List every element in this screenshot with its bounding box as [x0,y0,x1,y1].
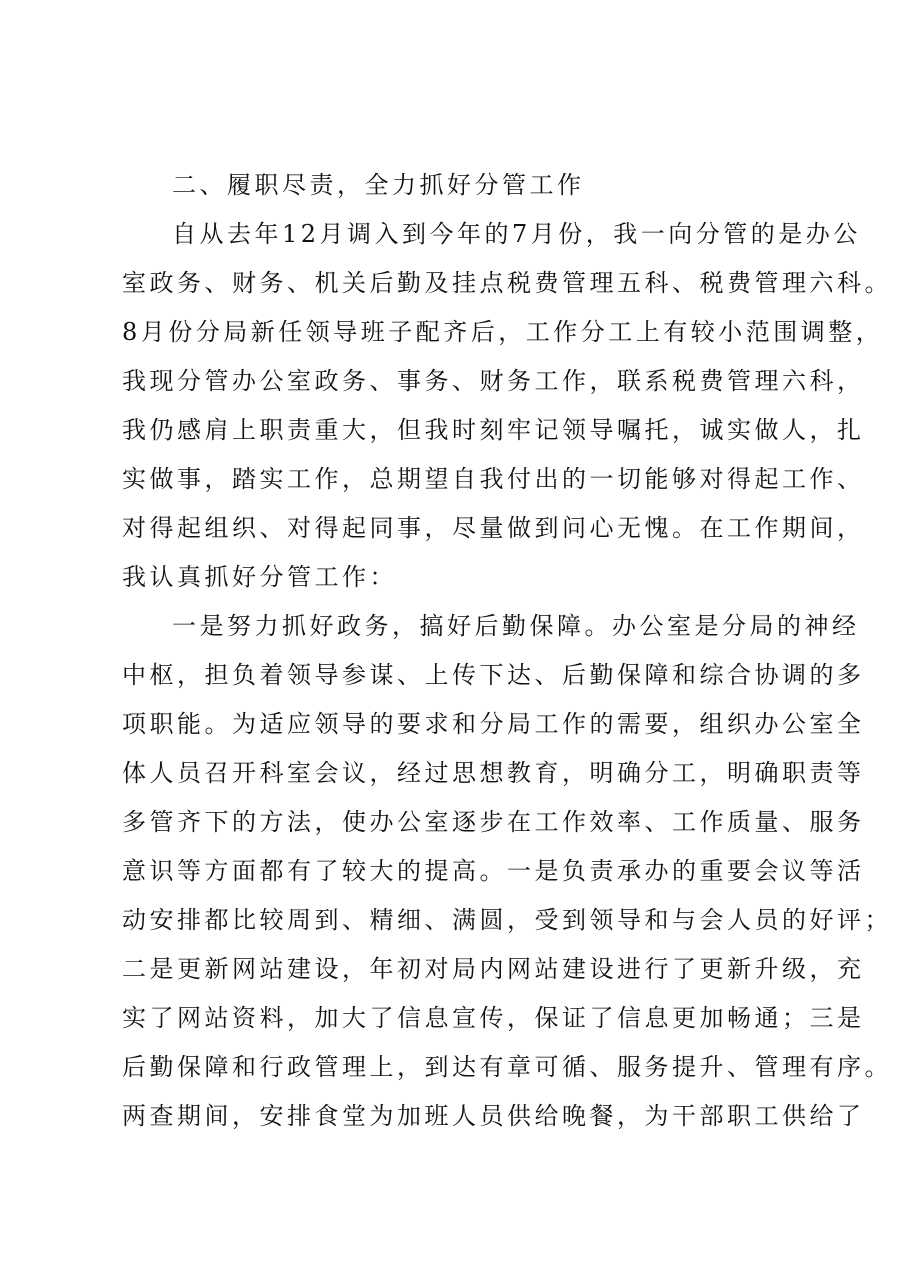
paragraph-line: 自从去年12月调入到今年的7月份，我一向分管的是办公 [172,220,861,248]
paragraph-line: 意识等方面都有了较大的提高。一是负责承办的重要会议等活 [122,857,865,885]
paragraph-line: 一是努力抓好政务，搞好后勤保障。办公室是分局的神经 [172,612,860,640]
paragraph-line: 动安排都比较周到、精细、满圆，受到领导和与会人员的好评； [122,906,892,934]
paragraph-line: 我仍感肩上职责重大，但我时刻牢记领导嘱托，诚实做人，扎 [122,416,865,444]
paragraph-line: 后勤保障和行政管理上，到达有章可循、服务提升、管理有序。 [122,1053,892,1081]
paragraph-line: 8月份分局新任领导班子配齐后，工作分工上有较小范围调整， [122,318,884,346]
paragraph-line: 我认真抓好分管工作： [122,563,397,591]
paragraph-line: 室政务、财务、机关后勤及挂点税费管理五科、税费管理六科。 [122,269,892,297]
paragraph-line: 实做事，踏实工作，总期望自我付出的一切能够对得起工作、 [122,465,865,493]
paragraph-line: 对得起组织、对得起同事，尽量做到问心无愧。在工作期间， [122,514,865,542]
section-heading: 二、履职尽责，全力抓好分管工作 [172,171,585,199]
paragraph-line: 体人员召开科室会议，经过思想教育，明确分工，明确职责等 [122,759,865,787]
paragraph-line: 项职能。为适应领导的要求和分局工作的需要，组织办公室全 [122,710,865,738]
paragraph-line: 中枢，担负着领导参谋、上传下达、后勤保障和综合协调的多 [122,661,865,689]
paragraph-line: 二是更新网站建设，年初对局内网站建设进行了更新升级，充 [122,955,865,983]
paragraph-line: 两查期间，安排食堂为加班人员供给晚餐，为干部职工供给了 [122,1102,865,1130]
paragraph-line: 实了网站资料，加大了信息宣传，保证了信息更加畅通；三是 [122,1004,865,1032]
paragraph-line: 我现分管办公室政务、事务、财务工作，联系税费管理六科， [122,367,865,395]
paragraph-line: 多管齐下的方法，使办公室逐步在工作效率、工作质量、服务 [122,808,865,836]
